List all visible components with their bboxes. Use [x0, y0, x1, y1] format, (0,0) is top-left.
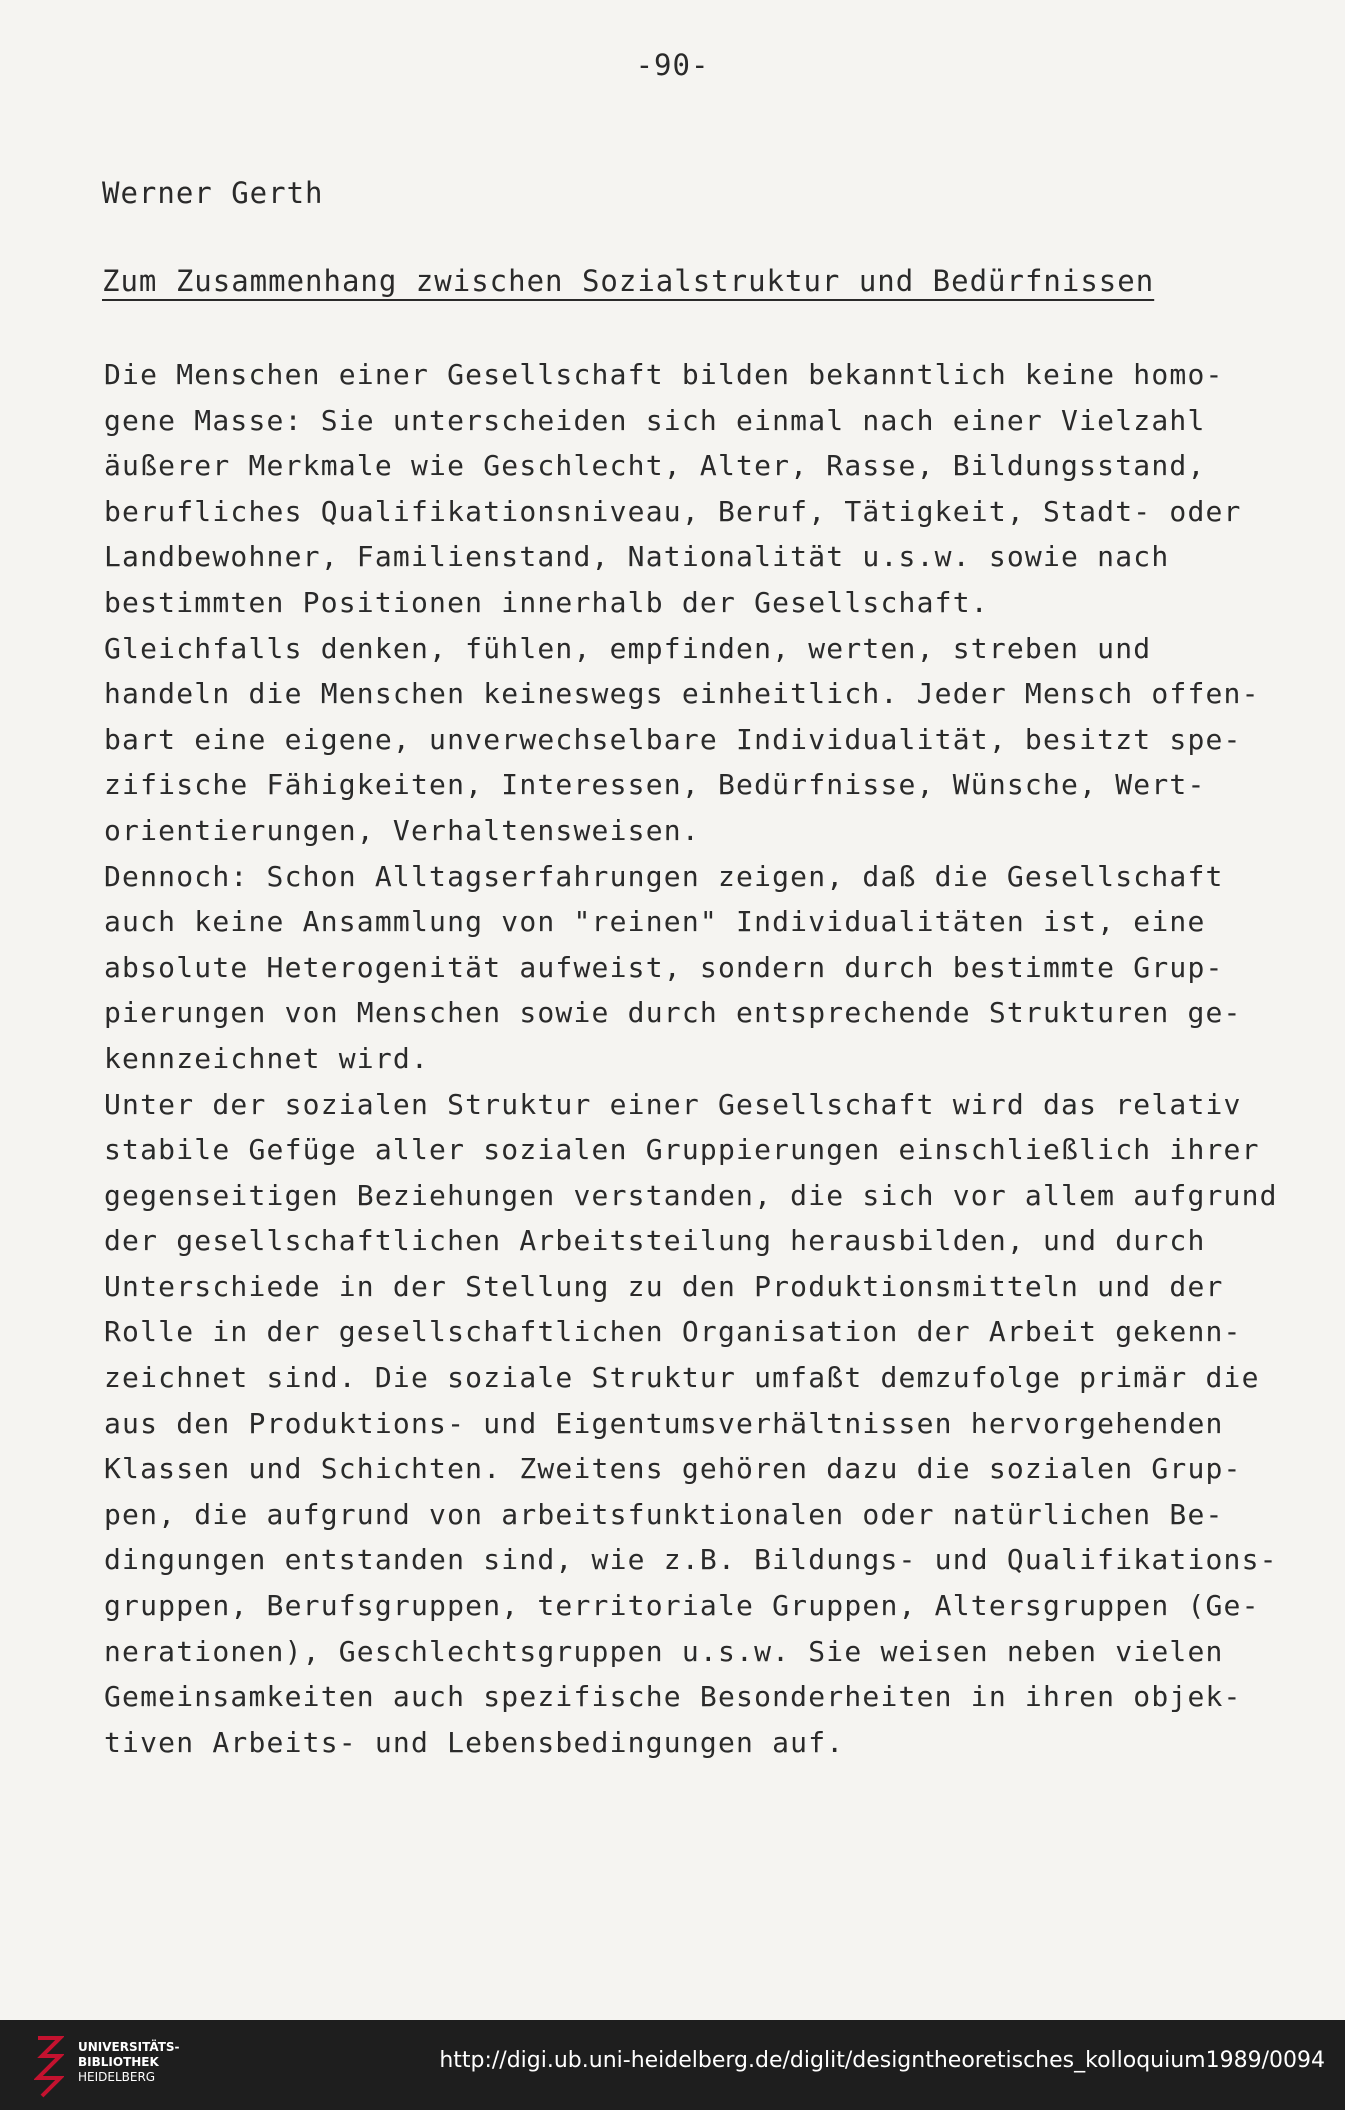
page-number: -90-: [635, 48, 710, 82]
text-line: auch keine Ansammlung von "reinen" Individualitäten ist, eine: [104, 905, 1206, 939]
text-line: Unter der sozialen Struktur einer Gesellschaft wird das relativ: [104, 1087, 1242, 1121]
text-line: orientierungen, Verhaltensweisen.: [104, 813, 700, 847]
text-line: pen, die aufgrund von arbeitsfunktionalen oder natürlichen Be-: [104, 1497, 1224, 1531]
article-title: Zum Zusammenhang zwischen Sozialstruktur und Bedürfnissen: [102, 264, 1155, 298]
text-line: handeln die Menschen keineswegs einheitlich. Jeder Mensch offen-: [104, 677, 1260, 711]
body-text: [104, 352, 1304, 1765]
library-name-line: BIBLIOTHEK: [78, 2055, 159, 2069]
text-line: bart eine eigene, unverwechselbare Individualität, besitzt spe-: [104, 722, 1242, 756]
library-logo-icon: [34, 2032, 64, 2098]
text-line: dingungen entstanden sind, wie z.B. Bildungs- und Qualifikations-: [104, 1543, 1278, 1577]
library-name: [78, 2040, 180, 2085]
text-line: äußerer Merkmale wie Geschlecht, Alter, Rasse, Bildungsstand,: [104, 449, 1206, 483]
library-name-line: HEIDELBERG: [78, 2070, 156, 2084]
text-line: Rolle in der gesellschaftlichen Organisation der Arbeit gekenn-: [104, 1315, 1242, 1349]
text-line: gegenseitigen Beziehungen verstanden, die sich vor allem aufgrund: [104, 1178, 1278, 1212]
text-line: der gesellschaftlichen Arbeitsteilung herausbilden, und durch: [104, 1224, 1206, 1258]
text-line: berufliches Qualifikationsniveau, Beruf, Tätigkeit, Stadt- oder: [104, 494, 1242, 528]
text-line: Gleichfalls denken, fühlen, empfinden, werten, streben und: [104, 631, 1152, 665]
text-line: kennzeichnet wird.: [104, 1041, 430, 1075]
text-line: Unterschiede in der Stellung zu den Produktionsmitteln und der: [104, 1269, 1224, 1303]
text-line: tiven Arbeits- und Lebensbedingungen auf.: [104, 1725, 845, 1759]
text-line: absolute Heterogenität aufweist, sondern durch bestimmte Grup-: [104, 950, 1224, 984]
library-name-line: UNIVERSITÄTS-: [78, 2040, 180, 2054]
source-url-link[interactable]: http://digi.ub.uni-heidelberg.de/diglit/designtheoretisches_kolloquium1989/0094: [439, 2048, 1325, 2073]
text-line: stabile Gefüge aller sozialen Gruppierungen einschließlich ihrer: [104, 1133, 1260, 1167]
text-line: bestimmten Positionen innerhalb der Gesellschaft.: [104, 585, 989, 619]
text-line: Die Menschen einer Gesellschaft bilden bekanntlich keine homo-: [104, 358, 1224, 391]
text-line: pierungen von Menschen sowie durch entsprechende Strukturen ge-: [104, 996, 1242, 1030]
text-line: Dennoch: Schon Alltagserfahrungen zeigen, daß die Gesellschaft: [104, 859, 1224, 893]
text-line: nerationen), Geschlechtsgruppen u.s.w. Sie weisen neben vielen: [104, 1634, 1224, 1668]
text-line: Gemeinsamkeiten auch spezifische Besonderheiten in ihren objek-: [104, 1680, 1242, 1714]
text-line: zeichnet sind. Die soziale Struktur umfaßt demzufolge primär die: [104, 1361, 1260, 1395]
text-line: gruppen, Berufsgruppen, territoriale Gruppen, Altersgruppen (Ge-: [104, 1589, 1260, 1623]
text-line: Landbewohner, Familienstand, Nationalität u.s.w. sowie nach: [104, 540, 1170, 574]
text-line: gene Masse: Sie unterscheiden sich einmal nach einer Vielzahl: [104, 403, 1206, 437]
footer-bar: [0, 2020, 1345, 2110]
text-line: zifische Fähigkeiten, Interessen, Bedürfnisse, Wünsche, Wert-: [104, 768, 1206, 802]
author-name: Werner Gerth: [102, 176, 324, 210]
text-line: Klassen und Schichten. Zweitens gehören dazu die sozialen Grup-: [104, 1452, 1242, 1486]
text-line: aus den Produktions- und Eigentumsverhältnissen hervorgehenden: [104, 1406, 1224, 1440]
